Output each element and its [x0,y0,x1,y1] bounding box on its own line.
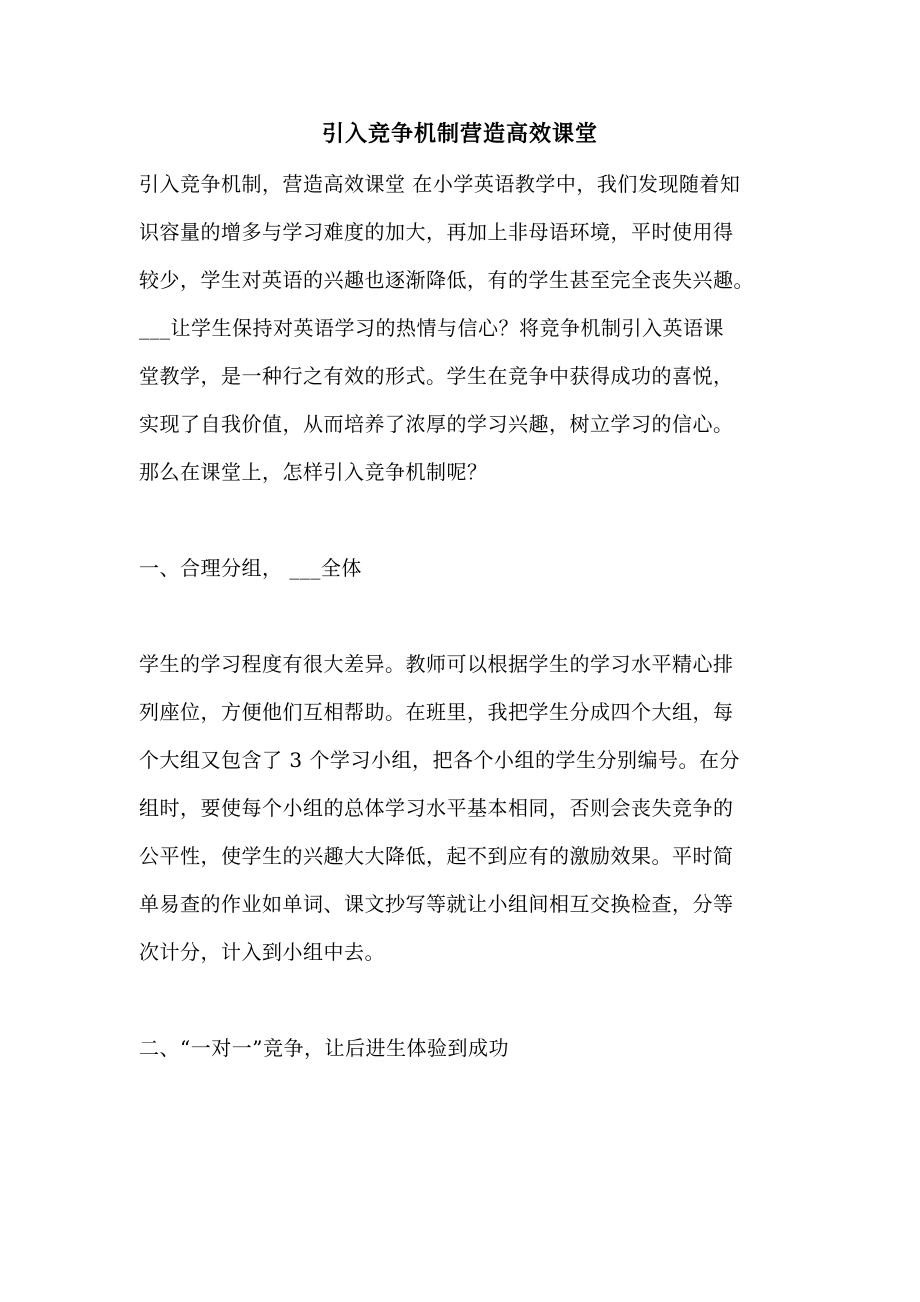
intro-line-2: 识容量的增多与学习难度的加大，再加上非母语环境，平时使用得 [139,220,734,244]
intro-line-6: 实现了自我价值，从而培养了浓厚的学习兴趣，树立学习的信心。 [139,412,734,436]
section1-line-1: 学生的学习程度有很大差异。教师可以根据学生的学习水平精心排 [139,652,734,676]
section1-line-4: 组时，要使每个小组的总体学习水平基本相同，否则会丧失竞争的 [139,796,734,820]
section1-line-3: 个大组又包含了 3 个学习小组，把各个小组的学生分别编号。在分 [139,748,740,772]
intro-line-1: 引入竞争机制，营造高效课堂 在小学英语教学中，我们发现随着知 [139,172,741,196]
section1-line-7: 次计分，计入到小组中去。 [139,940,385,964]
section-heading-1: 一、合理分组， ___全体 [139,556,362,580]
document-title: 引入竞争机制营造高效课堂 [321,121,598,147]
section-heading-2: 二、“一对一”竞争，让后进生体验到成功 [139,1036,509,1060]
intro-line-4: ___让学生保持对英语学习的热情与信心？将竞争机制引入英语课 [139,316,724,340]
intro-line-5: 堂教学，是一种行之有效的形式。学生在竞争中获得成功的喜悦， [139,364,734,388]
section1-line-5: 公平性，使学生的兴趣大大降低，起不到应有的激励效果。平时简 [139,844,734,868]
intro-line-3: 较少，学生对英语的兴趣也逐渐降低，有的学生甚至完全丧失兴趣。 [139,268,754,292]
section1-line-2: 列座位，方便他们互相帮助。在班里，我把学生分成四个大组，每 [139,700,734,724]
intro-line-7: 那么在课堂上，怎样引入竞争机制呢？ [139,460,488,484]
section1-line-6: 单易查的作业如单词、课文抄写等就让小组间相互交换检查，分等 [139,892,734,916]
